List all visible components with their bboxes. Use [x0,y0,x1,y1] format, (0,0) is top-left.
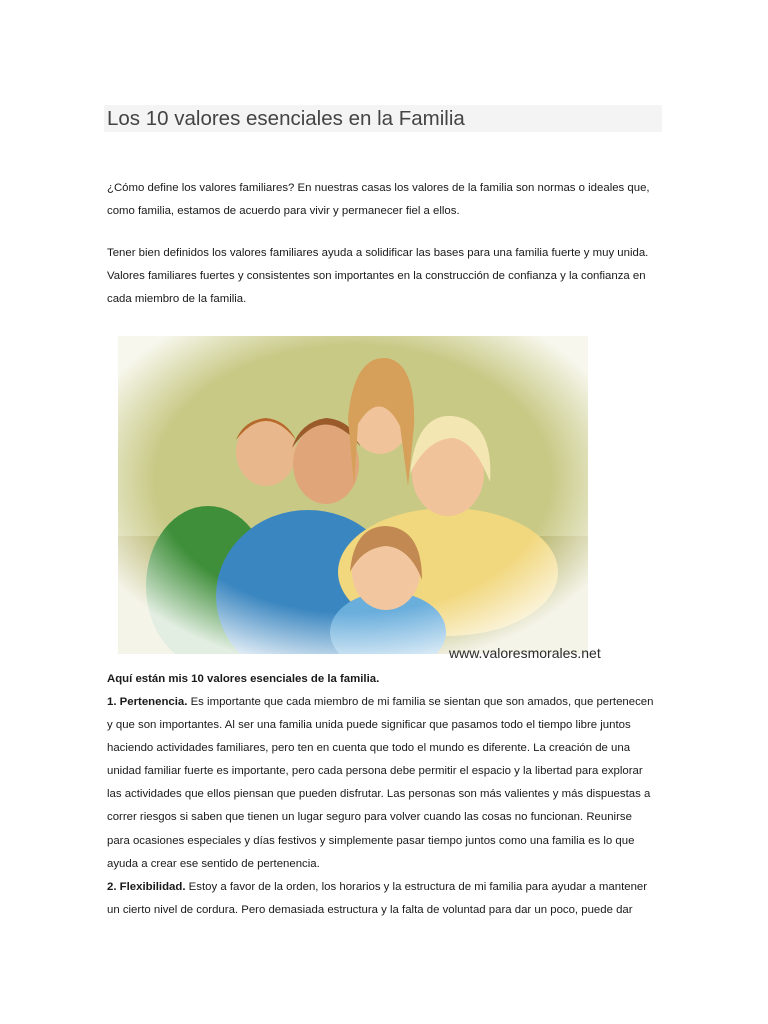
image-watermark: www.valoresmorales.net [449,645,601,661]
family-illustration [118,336,588,654]
family-photo [118,336,588,654]
item-line: y que son importantes. Al ser una familia unida puede significar que pasamos todo el tiempo libre juntos [107,719,631,732]
value-item-1 [107,691,667,876]
item-text: Estoy a favor de la orden, los horarios y la estructura de mi familia para ayudar a mantener [185,881,648,893]
list-heading: Aquí están mis 10 valores esenciales de la familia. [107,673,380,685]
document-title: Los 10 valores esenciales en la Familia [107,107,465,130]
photo-vignette [118,336,588,654]
intro-line: como familia, estamos de acuerdo para vivir y permanecer fiel a ellos. [107,205,460,217]
paragraph-two [107,242,667,311]
paragraph-line: Valores familiares fuertes y consistentes son importantes en la construcción de confianza y la confianza en [107,270,646,282]
intro-line: ¿Cómo define los valores familiares? En nuestras casas los valores de la familia son normas o ideales que, [107,182,650,194]
item-text: Es importante que cada miembro de mi familia se sientan que son amados, que pertenecen [187,696,654,708]
item-line: correr riesgos si saben que tienen un lugar seguro para volver cuando las cosas no funcionan. Reunirse [107,811,632,824]
item-first-line [107,876,667,899]
item-line: ayuda a crear ese sentido de pertenencia. [107,857,320,870]
item-line: para ocasiones especiales y días festivos y simplemente pasar tiempo juntos como una familia es lo que [107,834,635,847]
paragraph-line: Tener bien definidos los valores familiares ayuda a solidificar las bases para una familia fuerte y muy unida. [107,247,649,259]
item-first-line [107,691,667,714]
item-line: un cierto nivel de cordura. Pero demasiada estructura y la falta de voluntad para dar un poco, puede dar [107,904,633,917]
item-line: haciendo actividades familiares, pero ten en cuenta que todo el mundo es diferente. La creación de una [107,742,631,755]
value-item-2 [107,876,667,922]
intro-paragraph [107,177,667,223]
item-line: las actividades que ellos piensan que pueden disfrutar. Las personas son más valientes y más dispuestas a [107,788,651,801]
item-label: 1. Pertenencia. [107,696,188,708]
item-line: unidad familiar fuerte es importante, pero cada persona debe permitir el espacio y la libertad para explorar [107,765,643,778]
paragraph-line: cada miembro de la familia. [107,293,247,305]
item-label: 2. Flexibilidad. [107,881,186,893]
